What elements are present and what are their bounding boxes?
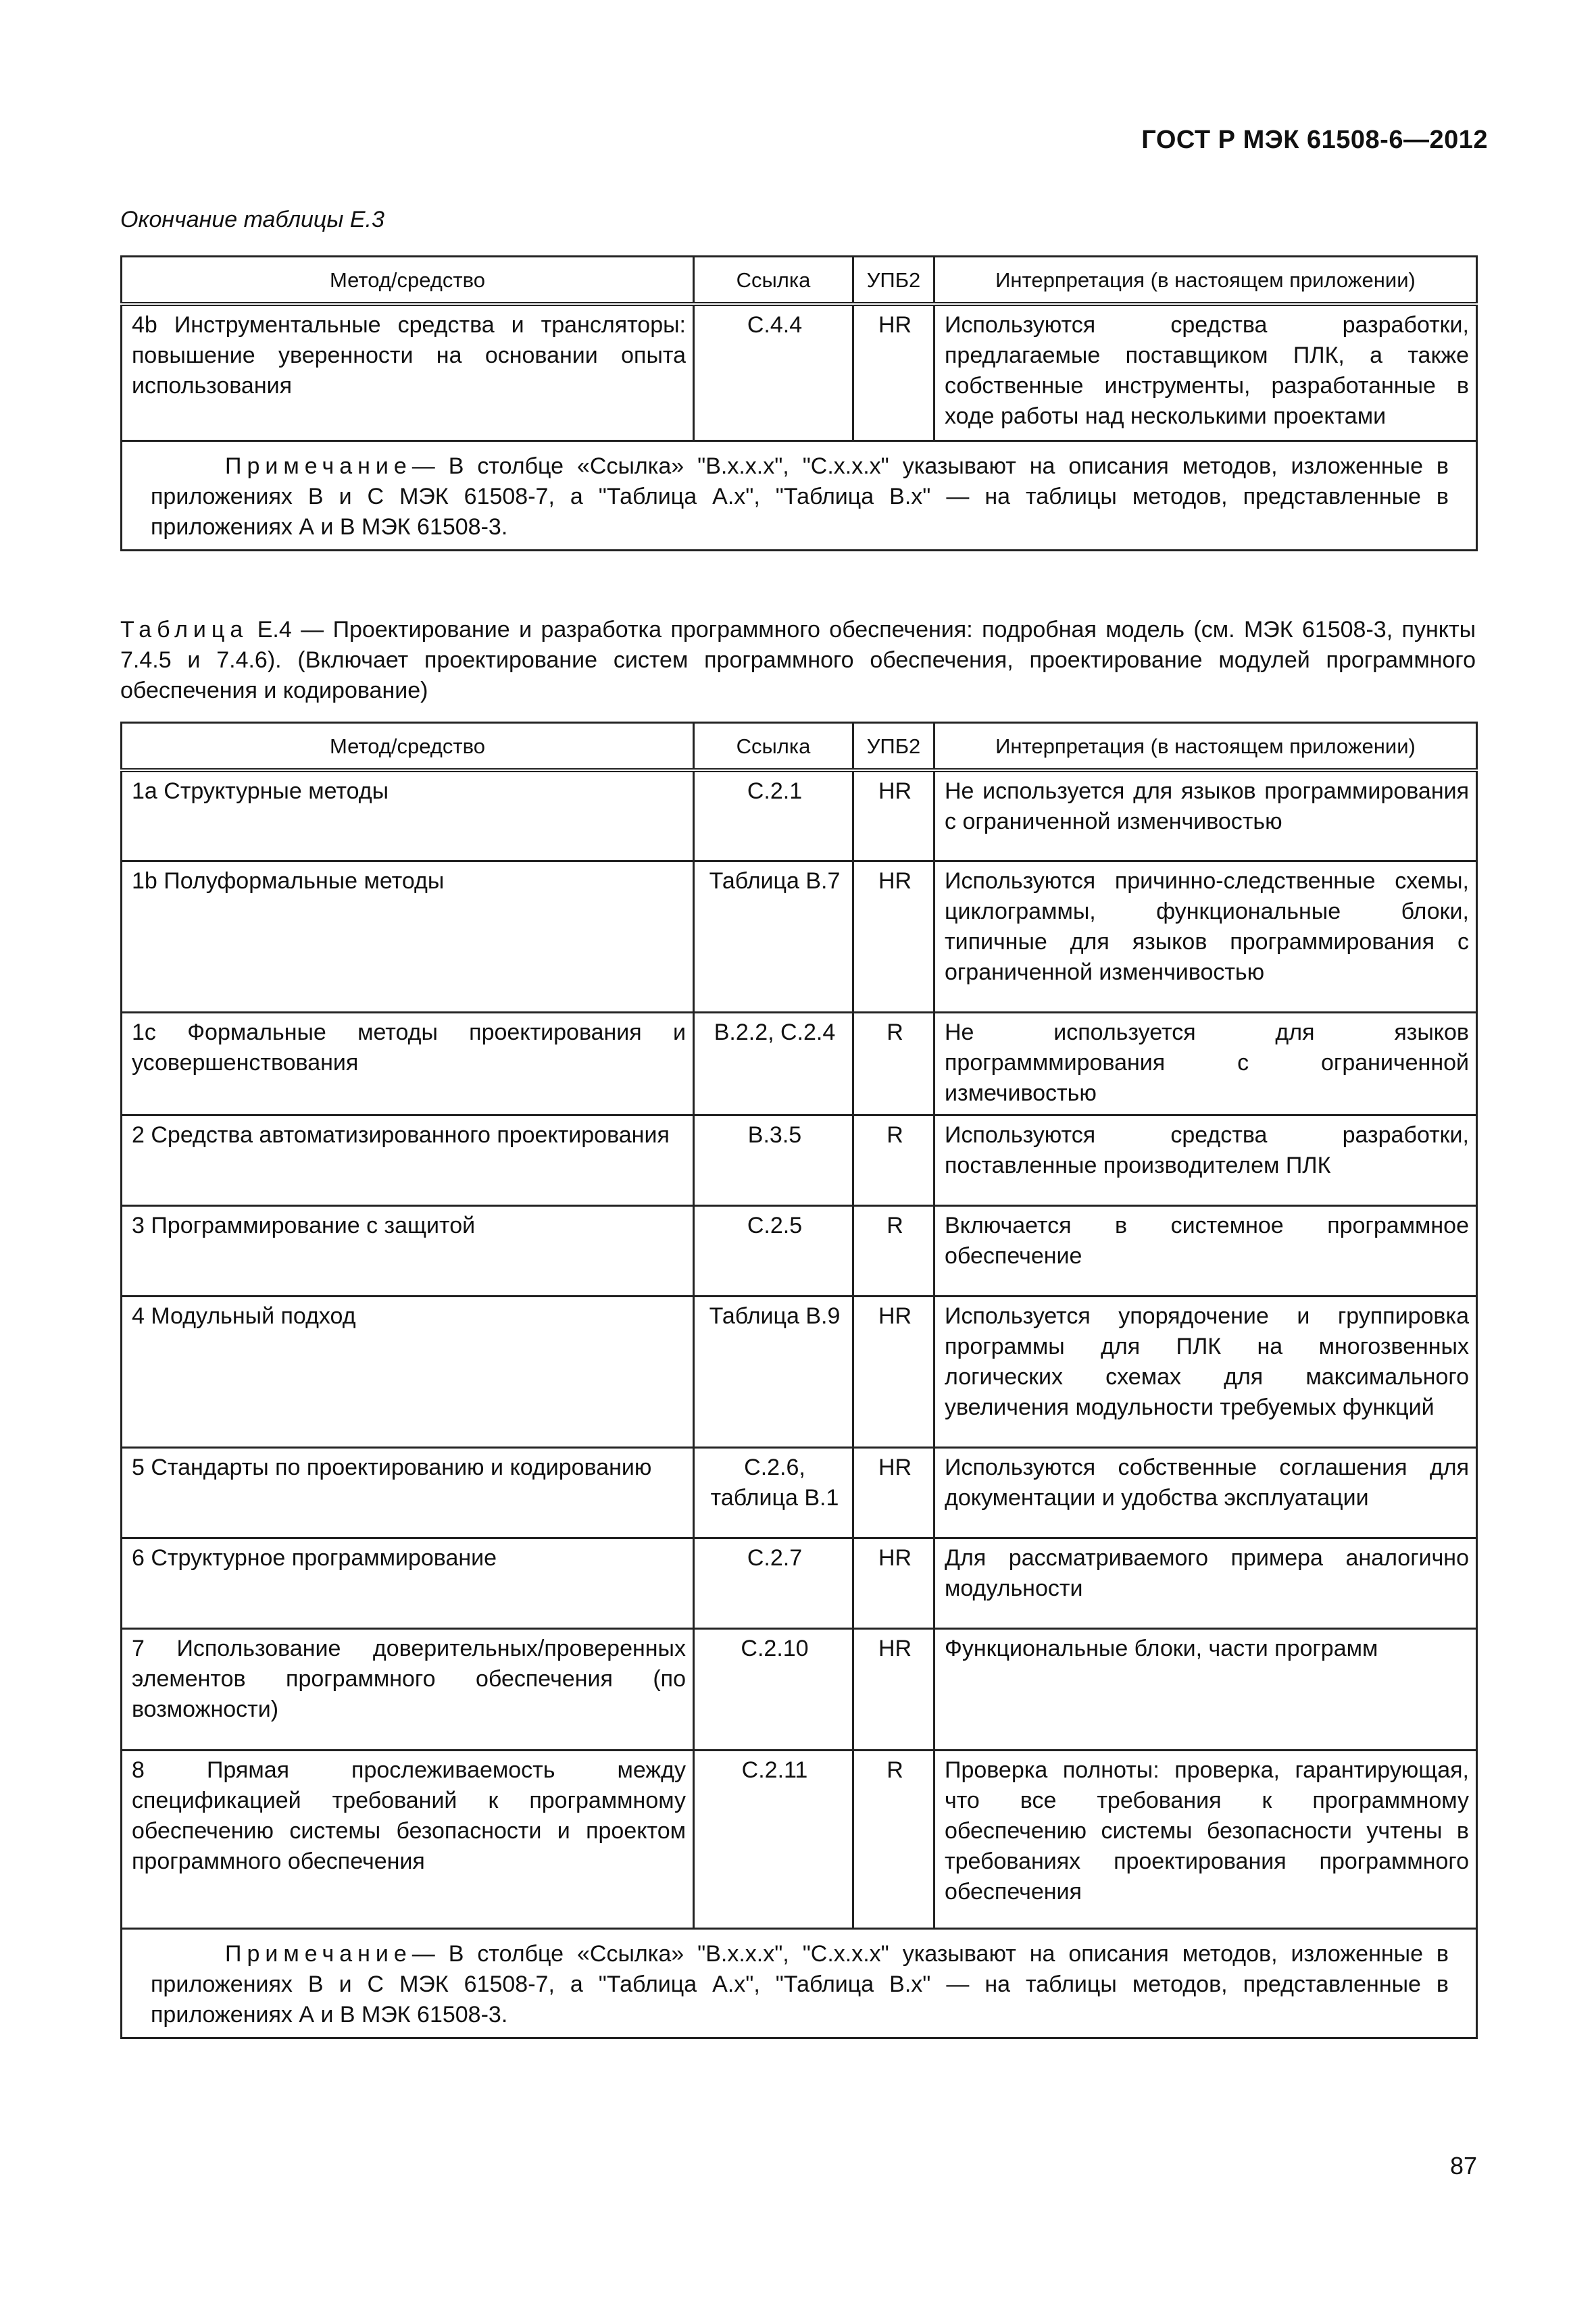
level-cell: HR [853, 861, 934, 1012]
method-cell: 1а Структурные методы [122, 770, 694, 861]
note-label: Примечание [225, 453, 412, 479]
table2-caption-text: Е.4 — Проектирование и разработка программного обеспечения: подробная модель (см. МЭК 61508-3, пункты 7.4.5 и 7.4.6). (Включает проектирование систем программного обеспечения, проектирование модулей программного обеспечения и кодирование) [120, 617, 1476, 703]
col-header-level: УПБ2 [853, 257, 934, 305]
table-row [122, 1012, 1477, 1115]
table-row [122, 861, 1477, 1012]
level-cell: R [853, 1205, 934, 1296]
ref-cell: В.3.5 [694, 1115, 853, 1205]
method-cell: 1b Полуформальные методы [122, 861, 694, 1012]
interp-cell: Используются средства разработки, поставленные производителем ПЛК [934, 1115, 1477, 1205]
table-e3-end [120, 255, 1478, 551]
level-cell: HR [853, 304, 934, 441]
method-cell: 3 Программирование с защитой [122, 1205, 694, 1296]
col-header-interp: Интерпретация (в настоящем приложении) [934, 257, 1477, 305]
col-header-interp: Интерпретация (в настоящем приложении) [934, 723, 1477, 771]
method-cell: 1с Формальные методы проектирования и усовершенствования [122, 1012, 694, 1115]
table-row [122, 1628, 1477, 1750]
level-cell: R [853, 1750, 934, 1928]
note-label: Примечание [225, 1940, 412, 1967]
method-cell: 6 Структурное программирование [122, 1538, 694, 1628]
col-header-method: Метод/средство [122, 723, 694, 771]
ref-cell: Таблица В.7 [694, 861, 853, 1012]
ref-cell: С.2.10 [694, 1628, 853, 1750]
table-row [122, 304, 1477, 441]
note-row [122, 441, 1477, 550]
method-cell: 2 Средства автоматизированного проектирования [122, 1115, 694, 1205]
interp-cell: Для рассматриваемого примера аналогично модульности [934, 1538, 1477, 1628]
table-note [122, 441, 1477, 550]
interp-cell: Функциональные блоки, части программ [934, 1628, 1477, 1750]
method-cell: 5 Стандарты по проектированию и кодированию [122, 1447, 694, 1538]
ref-cell: Таблица В.9 [694, 1296, 853, 1447]
method-cell: 4 Модульный подход [122, 1296, 694, 1447]
ref-cell: В.2.2, С.2.4 [694, 1012, 853, 1115]
table-row [122, 1447, 1477, 1538]
table-header-row [122, 723, 1477, 771]
interp-cell: Включается в системное программное обеспечение [934, 1205, 1477, 1296]
level-cell: R [853, 1012, 934, 1115]
level-cell: HR [853, 1296, 934, 1447]
method-cell: 4b Инструментальные средства и трансляторы: повышение уверенности на основании опыта использования [122, 304, 694, 441]
interp-cell: Проверка полноты: проверка, гарантирующая, что все требования к программному обеспечению системы безопасности учтены в требованиях проектирования программного обеспечения [934, 1750, 1477, 1928]
ref-cell: С.2.11 [694, 1750, 853, 1928]
level-cell: HR [853, 1447, 934, 1538]
interp-cell: Не используется для языков программмирования с ограниченной измечивостью [934, 1012, 1477, 1115]
interp-cell: Не используется для языков программирования с ограниченной изменчивостью [934, 770, 1477, 861]
method-cell: 7 Использование доверительных/проверенных элементов программного обеспечения (по возможности) [122, 1628, 694, 1750]
ref-cell: С.4.4 [694, 304, 853, 441]
table-row [122, 1538, 1477, 1628]
table-row [122, 1296, 1477, 1447]
col-header-ref: Ссылка [694, 257, 853, 305]
table2-caption-label: Таблица [120, 617, 249, 643]
table-note [122, 1928, 1477, 2038]
col-header-level: УПБ2 [853, 723, 934, 771]
level-cell: R [853, 1115, 934, 1205]
standard-id: ГОСТ Р МЭК 61508-6—2012 [1141, 126, 1488, 154]
page-number: 87 [1449, 2152, 1477, 2180]
interp-cell: Используется упорядочение и группировка программы для ПЛК на многозвенных логических схемах для максимального увеличения модульности требуемых функций [934, 1296, 1477, 1447]
table-row [122, 1750, 1477, 1928]
table-row [122, 1205, 1477, 1296]
ref-cell: С.2.6, таблица В.1 [694, 1447, 853, 1538]
method-cell: 8 Прямая прослеживаемость между спецификацией требований к программному обеспечению системы безопасности и проектом программного обеспечения [122, 1750, 694, 1928]
table2-caption [120, 615, 1476, 706]
ref-cell: С.2.5 [694, 1205, 853, 1296]
ref-cell: С.2.7 [694, 1538, 853, 1628]
note-row [122, 1928, 1477, 2038]
note-text: — В столбце «Ссылка» "В.х.х.х", "С.х.х.х" указывают на описания методов, изложенные в приложениях В и С МЭК 61508-7, а "Таблица А.х", "Таблица В.х" — на таблицы методов, представленные в приложениях А и В МЭК 61508-3. [151, 453, 1449, 540]
note-text: — В столбце «Ссылка» "В.х.х.х", "С.х.х.х" указывают на описания методов, изложенные в приложениях В и С МЭК 61508-7, а "Таблица А.х", "Таблица В.х" — на таблицы методов, представленные в приложениях А и В МЭК 61508-3. [151, 1940, 1449, 2028]
table-row [122, 1115, 1477, 1205]
table-row [122, 770, 1477, 861]
ref-cell: С.2.1 [694, 770, 853, 861]
level-cell: HR [853, 770, 934, 861]
level-cell: HR [853, 1538, 934, 1628]
interp-cell: Используются средства разработки, предлагаемые поставщиком ПЛК, а также собственные инструменты, разработанные в ходе работы над несколькими проектами [934, 304, 1477, 441]
interp-cell: Используются причинно-следственные схемы, циклограммы, функциональные блоки, типичные для языков программирования с ограниченной изменчивостью [934, 861, 1477, 1012]
table-header-row [122, 257, 1477, 305]
interp-cell: Используются собственные соглашения для документации и удобства эксплуатации [934, 1447, 1477, 1538]
table1-caption: Окончание таблицы Е.3 [120, 207, 384, 232]
col-header-ref: Ссылка [694, 723, 853, 771]
level-cell: HR [853, 1628, 934, 1750]
table-e4 [120, 722, 1478, 2039]
col-header-method: Метод/средство [122, 257, 694, 305]
